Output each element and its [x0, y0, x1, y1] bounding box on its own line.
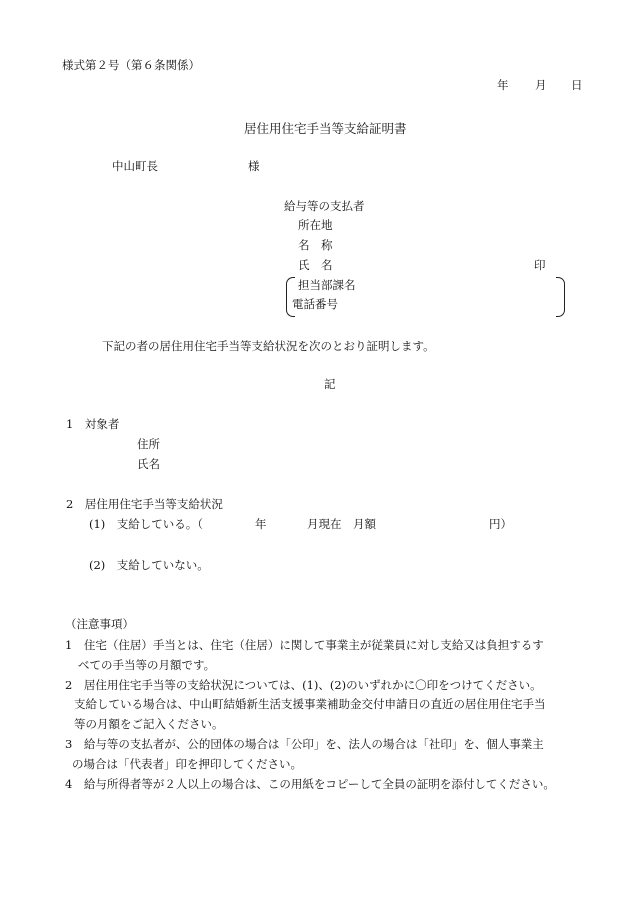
addressee-name: 中山町長 — [112, 159, 158, 173]
payer-dept-label: 担当部課名 — [298, 278, 356, 292]
statement-text: 下記の者の居住用住宅手当等支給状況を次のとおり証明します。 — [102, 339, 435, 353]
option1-yen: 円） — [489, 517, 512, 531]
date-year: 年 — [497, 78, 509, 92]
payer-phone-label: 電話番号 — [292, 297, 338, 311]
note-line: 等の月額をご記入ください。 — [74, 717, 224, 731]
note-line: 支給している場合は、中山町結婚新生活支援事業補助金交付申請日の直近の居住用住宅手当 — [74, 697, 546, 711]
notes-heading: （注意事項） — [65, 617, 134, 631]
payer-heading: 給与等の支払者 — [284, 199, 365, 213]
note-line: 3 給与等の支払者が、公的団体の場合は「公印」を、法人の場合は「社印」を、個人事業主 — [65, 737, 544, 751]
date-day: 日 — [571, 78, 583, 92]
section1-name-label: 氏名 — [137, 457, 160, 471]
payer-name-label: 名 称 — [298, 238, 333, 252]
addressee-honorific: 様 — [248, 159, 260, 173]
payer-address-label: 所在地 — [298, 218, 333, 232]
section2-title: 2 居住用住宅手当等支給状況 — [66, 497, 223, 511]
page-title: 居住用住宅手当等支給証明書 — [244, 121, 407, 136]
note-line: 1 住宅（住居）手当とは、住宅（住居）に関して事業主が従業員に対し支給又は負担するす — [65, 638, 544, 652]
note-line: 4 給与所得者等が２人以上の場合は、この用紙をコピーして全員の証明を添付してください。 — [65, 777, 555, 791]
option1-month-amount: 月現在 月額 — [307, 517, 376, 531]
date-month: 月 — [535, 78, 547, 92]
note-line: の場合は「代表者」印を押印してください。 — [72, 757, 302, 771]
payer-person-label: 氏 名 — [298, 258, 333, 272]
form-number: 様式第２号（第６条関係） — [62, 58, 200, 72]
option2-label: (2) 支給していない。 — [89, 558, 209, 572]
contact-bracket-right — [556, 277, 565, 317]
option1-label: (1) 支給している。（ — [89, 517, 204, 531]
section1-address-label: 住所 — [137, 437, 160, 451]
option1-year: 年 — [255, 517, 267, 531]
note-line: 2 居住用住宅手当等の支給状況については、(1)、(2)のいずれかに〇印をつけてください。 — [65, 678, 542, 692]
section1-title: 1 対象者 — [66, 417, 120, 431]
note-line: べての手当等の月額です。 — [78, 658, 216, 672]
record-heading: 記 — [324, 377, 336, 391]
seal-mark: 印 — [534, 258, 546, 272]
